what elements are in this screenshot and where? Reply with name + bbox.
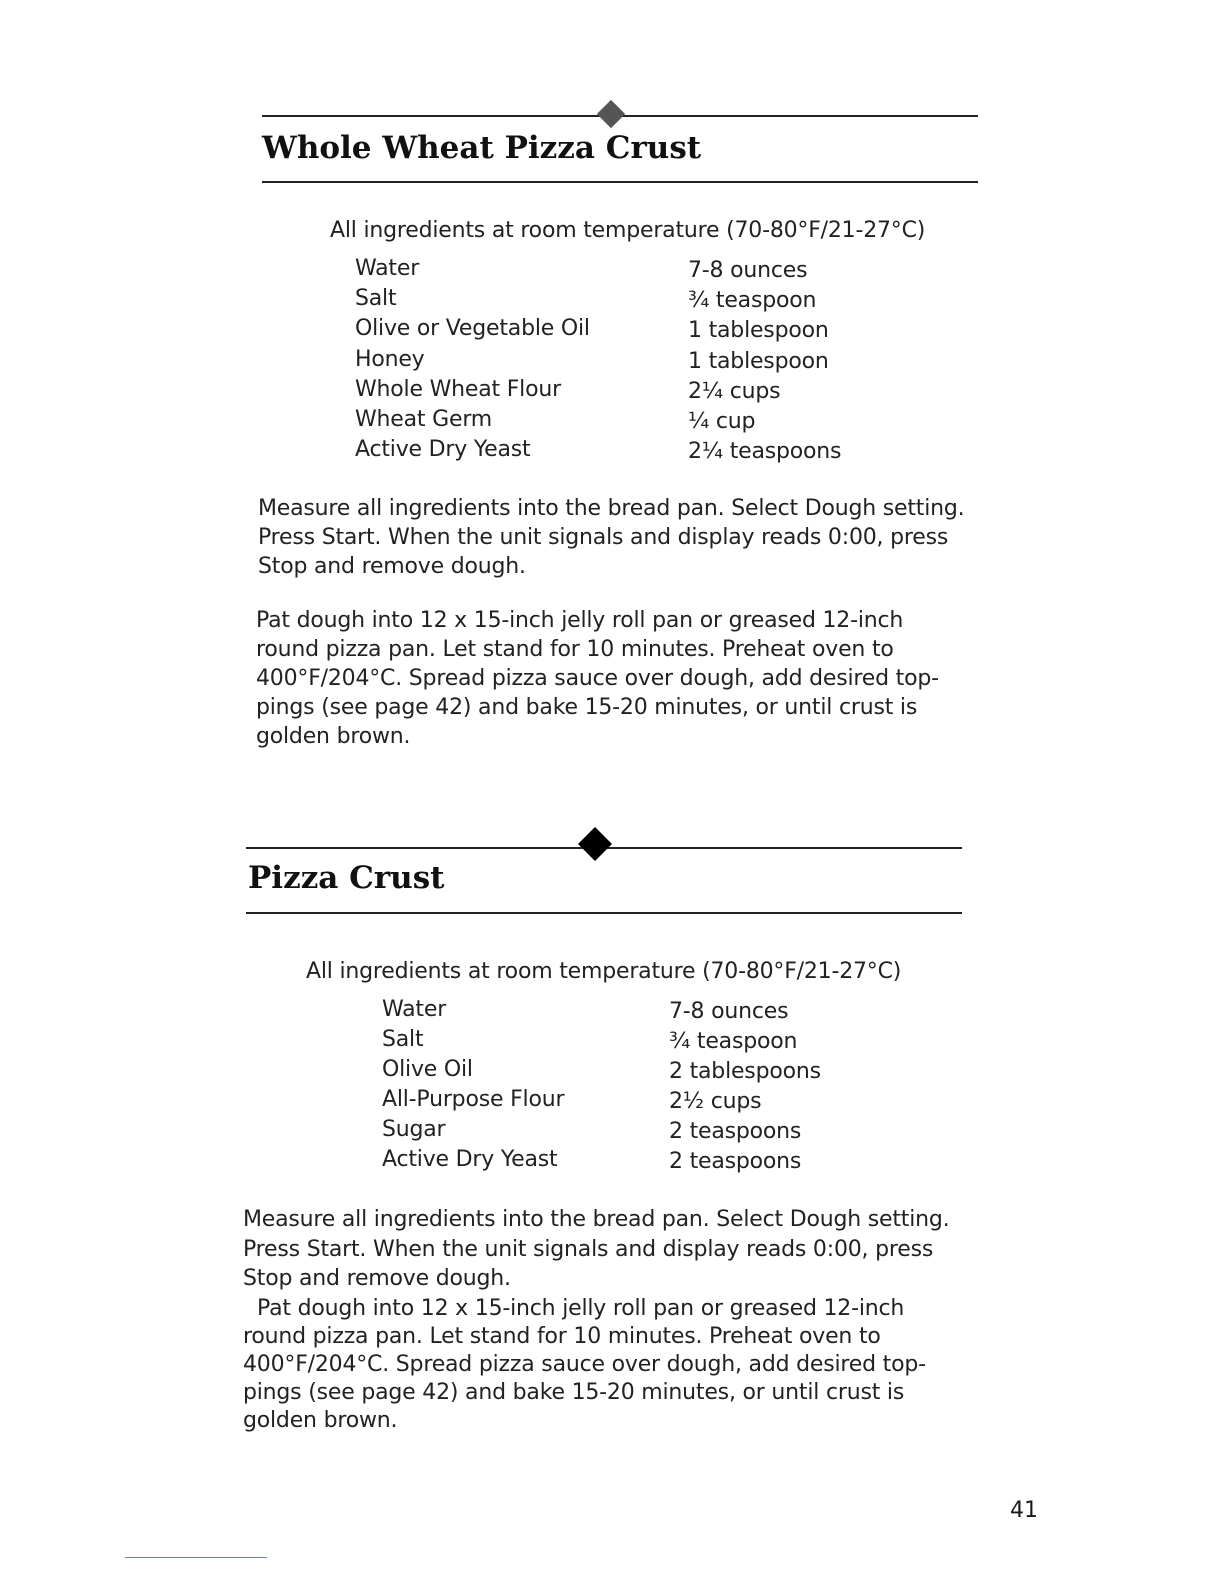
ingredient-amount: 1 tablespoon: [688, 318, 829, 344]
footer-rule: [125, 1557, 267, 1558]
paragraph-line: Pat dough into 12 x 15-inch jelly roll pan or greased 12-inch: [256, 608, 904, 633]
paragraph-line: Press Start. When the unit signals and display reads 0:00, press: [258, 525, 949, 550]
ingredient-name: Olive or Vegetable Oil: [355, 316, 590, 342]
paragraph-line: golden brown.: [256, 724, 411, 749]
paragraph-line: 400°F/204°C. Spread pizza sauce over dough, add desired top-: [256, 666, 939, 691]
paragraph-line: pings (see page 42) and bake 15-20 minutes, or until crust is: [243, 1380, 905, 1405]
ingredient-name: Active Dry Yeast: [382, 1147, 558, 1172]
ingredient-amount: 2¼ teaspoons: [688, 439, 842, 465]
ingredient-amount: 2 tablespoons: [669, 1059, 821, 1084]
paragraph-line: Press Start. When the unit signals and display reads 0:00, press: [243, 1236, 934, 1262]
ingredient-name: Water: [382, 997, 447, 1022]
ingredient-name: Salt: [355, 286, 397, 312]
paragraph-line: Stop and remove dough.: [258, 554, 526, 579]
ingredient-name: Sugar: [382, 1117, 446, 1142]
paragraph-line: round pizza pan. Let stand for 10 minutes. Preheat oven to: [256, 637, 894, 662]
page-number: 41: [1010, 1498, 1038, 1523]
diamond-ornament-icon: [578, 827, 612, 861]
ingredient-name: Honey: [355, 346, 425, 372]
paragraph-line: Measure all ingredients into the bread pan. Select Dough setting.: [258, 496, 965, 521]
ingredient-amount: 7-8 ounces: [669, 999, 789, 1024]
paragraph-line: golden brown.: [243, 1408, 398, 1433]
section-divider-bottom: [246, 912, 962, 914]
ingredient-amount: ¼ cup: [688, 409, 756, 434]
ingredient-name: Water: [355, 256, 420, 281]
paragraph-line: 400°F/204°C. Spread pizza sauce over dough, add desired top-: [243, 1352, 926, 1377]
recipe-intro: All ingredients at room temperature (70-80°F/21-27°C): [330, 218, 926, 243]
ingredient-name: Salt: [382, 1027, 424, 1052]
paragraph-line: Stop and remove dough.: [243, 1266, 511, 1291]
ingredient-amount: 2½ cups: [669, 1089, 762, 1114]
ingredient-name: Olive Oil: [382, 1057, 473, 1082]
recipe-title: Pizza Crust: [248, 860, 445, 896]
recipe-title: Whole Wheat Pizza Crust: [262, 130, 702, 166]
ingredient-name: Active Dry Yeast: [355, 437, 531, 463]
ingredient-amount: 1 tablespoon: [688, 348, 829, 374]
paragraph-line: pings (see page 42) and bake 15-20 minutes, or until crust is: [256, 695, 918, 720]
diamond-ornament-icon: [597, 100, 625, 128]
section-divider-bottom: [262, 181, 978, 183]
ingredient-amount: 7-8 ounces: [688, 258, 808, 283]
ingredient-amount: 2 teaspoons: [669, 1119, 802, 1144]
recipe-intro: All ingredients at room temperature (70-80°F/21-27°C): [306, 959, 902, 984]
ingredient-amount: 2¼ cups: [688, 378, 781, 404]
ingredient-name: Wheat Germ: [355, 407, 493, 432]
ingredient-amount: 2 teaspoons: [669, 1149, 802, 1174]
paragraph-line: Pat dough into 12 x 15-inch jelly roll pan or greased 12-inch: [257, 1296, 905, 1321]
ingredient-name: All-Purpose Flour: [382, 1087, 565, 1112]
ingredient-name: Whole Wheat Flour: [355, 376, 561, 402]
ingredient-amount: ¾ teaspoon: [688, 288, 817, 314]
paragraph-line: round pizza pan. Let stand for 10 minutes. Preheat oven to: [243, 1324, 881, 1349]
ingredient-amount: ¾ teaspoon: [669, 1029, 798, 1054]
paragraph-line: Measure all ingredients into the bread pan. Select Dough setting.: [243, 1207, 950, 1232]
